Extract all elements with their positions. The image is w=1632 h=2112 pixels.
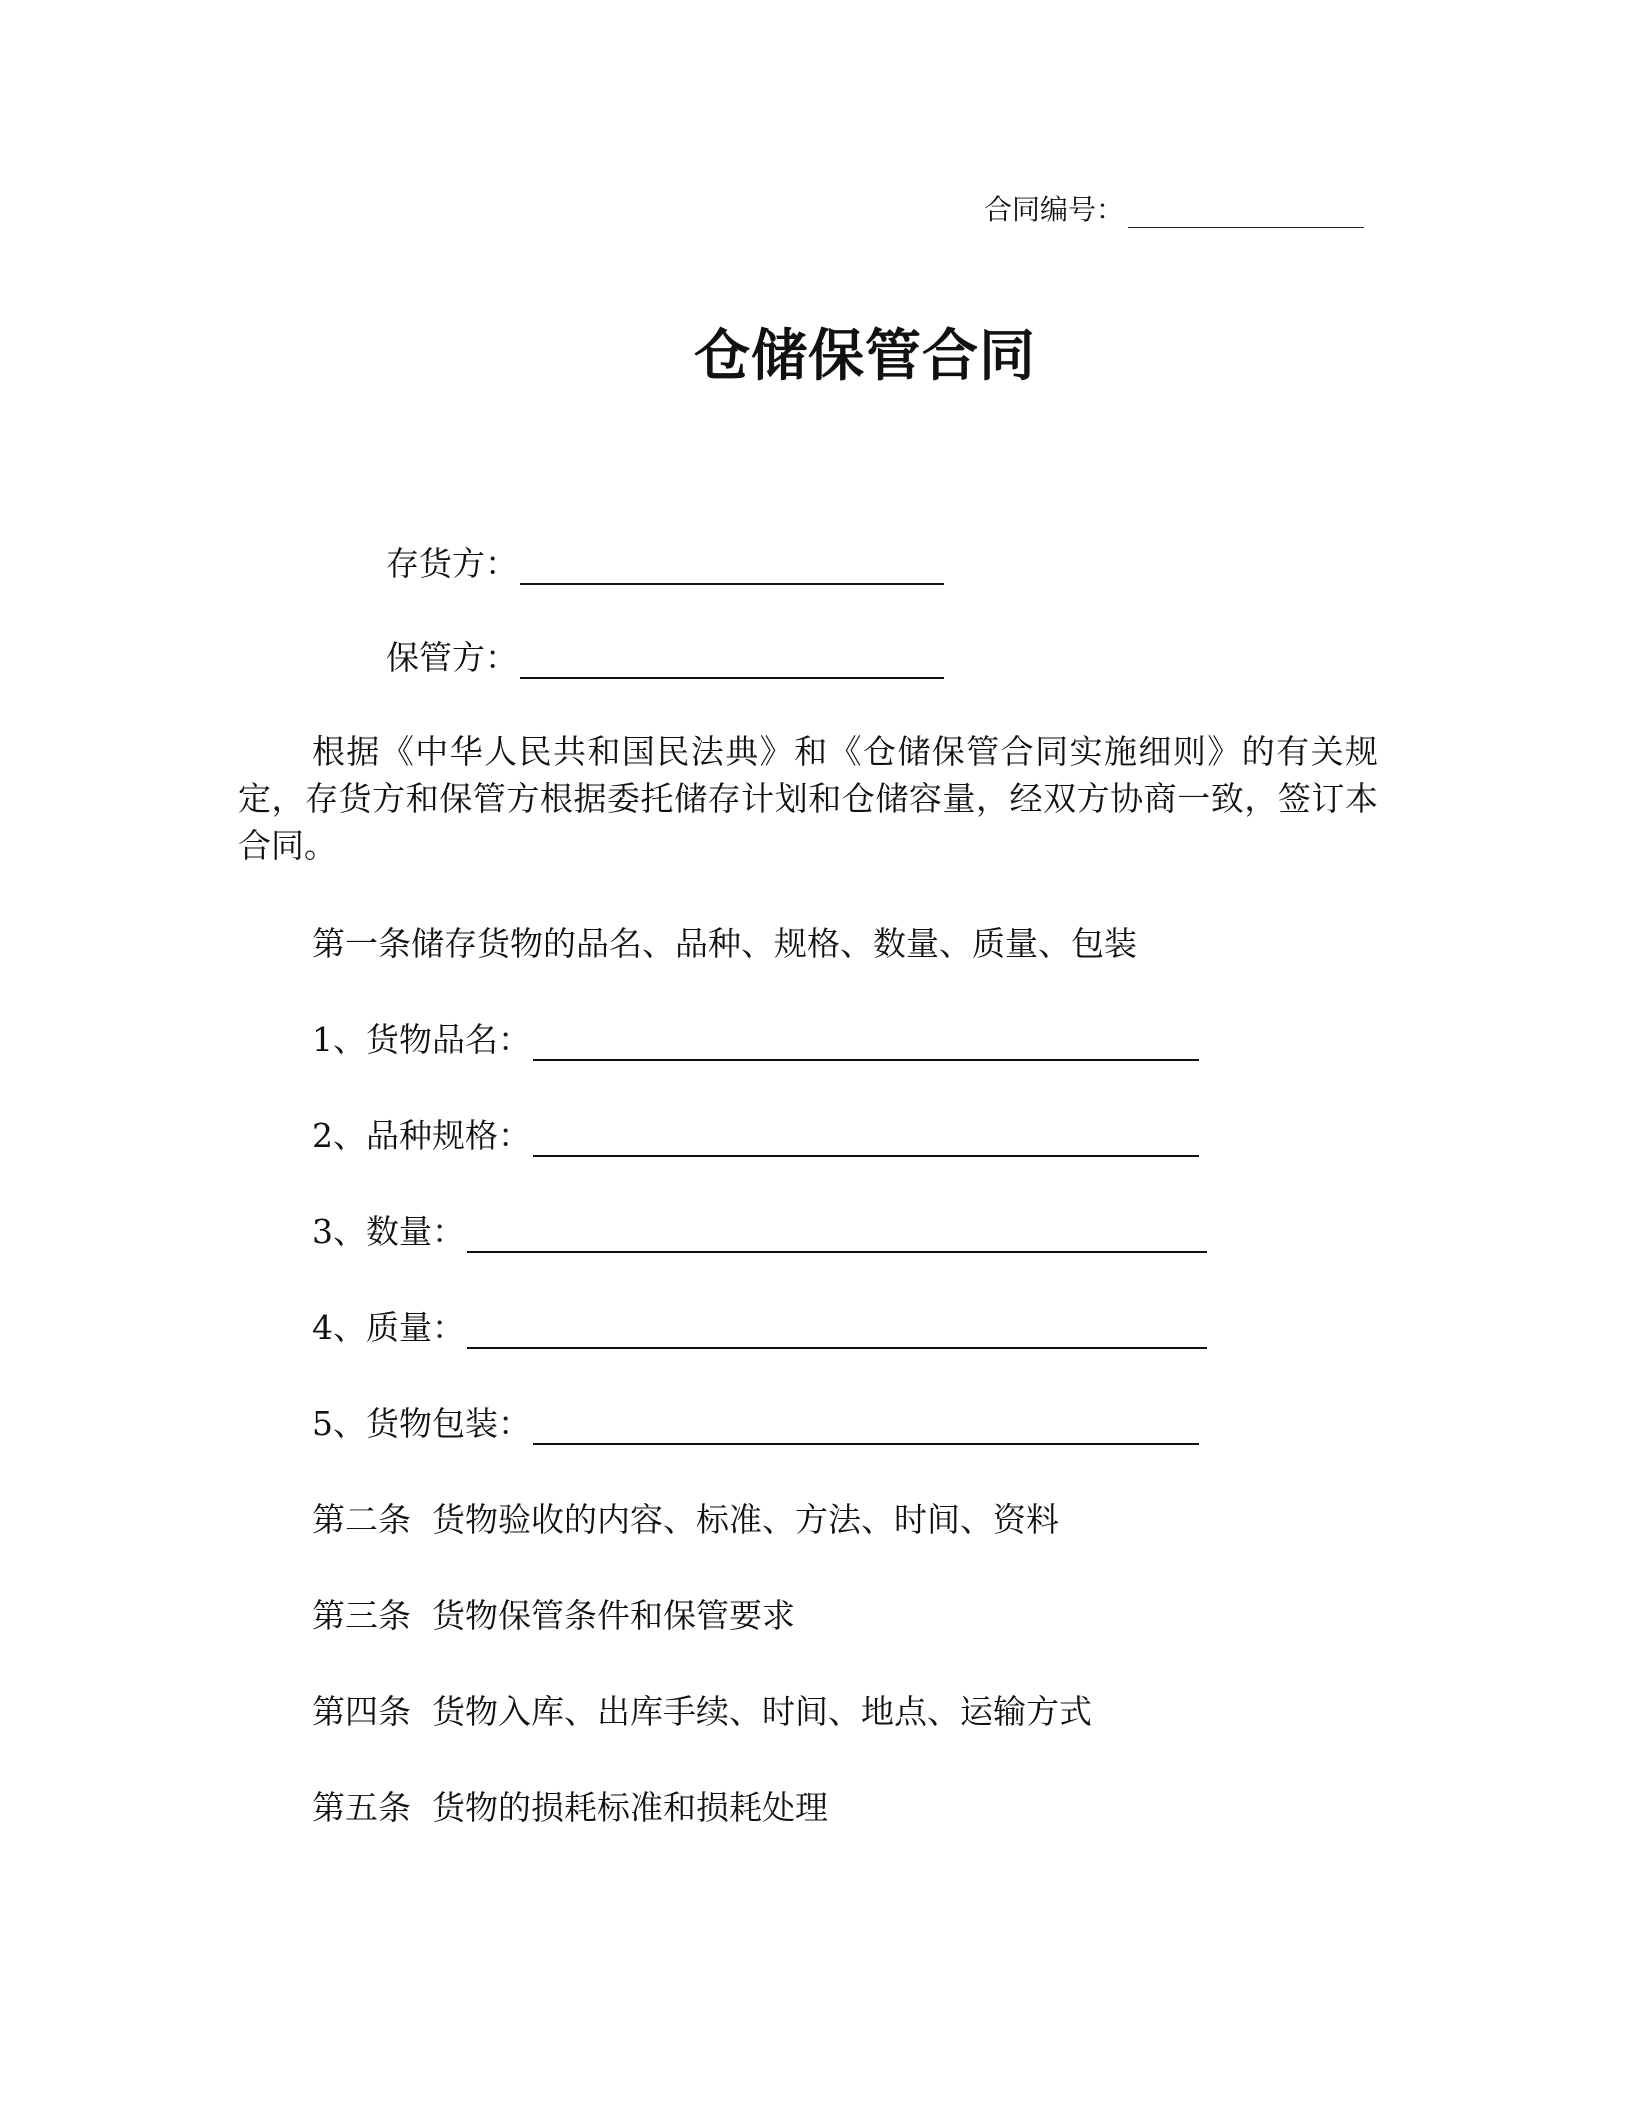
article-5 bbox=[312, 1782, 828, 1829]
custodian-blank bbox=[520, 641, 944, 679]
item-variety-spec-blank bbox=[533, 1119, 1199, 1157]
item-variety-spec-label: 2、品种规格： bbox=[312, 1116, 531, 1155]
item-quantity bbox=[312, 1206, 1207, 1253]
item-variety-spec bbox=[312, 1110, 1199, 1157]
depositor-blank bbox=[520, 547, 944, 585]
contract-number-blank bbox=[1128, 197, 1364, 228]
article-3 bbox=[312, 1590, 795, 1637]
custodian-row bbox=[386, 632, 944, 679]
intro-paragraph: 根据《中华人民共和国民法典》和《仓储保管合同实施细则》的有关规定，存货方和保管方根据委托储存计划和仓储容量，经双方协商一致，签订本合同。 bbox=[238, 732, 1378, 865]
article-4-text: 第四条 货物入库、出库手续、时间、地点、运输方式 bbox=[312, 1692, 1092, 1731]
article-1-heading bbox=[312, 918, 1137, 965]
item-packaging bbox=[312, 1398, 1199, 1445]
article-3-text: 第三条 货物保管条件和保管要求 bbox=[312, 1596, 795, 1635]
depositor-row bbox=[386, 538, 944, 585]
article-1-heading-text: 第一条储存货物的品名、品种、规格、数量、质量、包装 bbox=[312, 924, 1137, 963]
item-quantity-label: 3、数量： bbox=[312, 1212, 465, 1251]
item-goods-name-label: 1、货物品名： bbox=[312, 1020, 531, 1059]
contract-number-label: 合同编号： bbox=[984, 193, 1125, 226]
depositor-label: 存货方： bbox=[386, 544, 518, 583]
article-5-text: 第五条 货物的损耗标准和损耗处理 bbox=[312, 1788, 828, 1827]
article-2 bbox=[312, 1494, 1059, 1541]
item-packaging-label: 5、货物包装： bbox=[312, 1404, 531, 1443]
item-quality bbox=[312, 1302, 1207, 1349]
article-4 bbox=[312, 1686, 1092, 1733]
custodian-label: 保管方： bbox=[386, 638, 518, 677]
item-quality-label: 4、质量： bbox=[312, 1308, 465, 1347]
document-title: 仓储保管合同 bbox=[694, 324, 1036, 389]
item-goods-name-blank bbox=[533, 1023, 1199, 1061]
article-2-text: 第二条 货物验收的内容、标准、方法、时间、资料 bbox=[312, 1500, 1059, 1539]
contract-number-row bbox=[984, 188, 1364, 228]
item-quality-blank bbox=[467, 1311, 1207, 1349]
item-quantity-blank bbox=[467, 1215, 1207, 1253]
item-packaging-blank bbox=[533, 1407, 1199, 1445]
item-goods-name bbox=[312, 1014, 1199, 1061]
